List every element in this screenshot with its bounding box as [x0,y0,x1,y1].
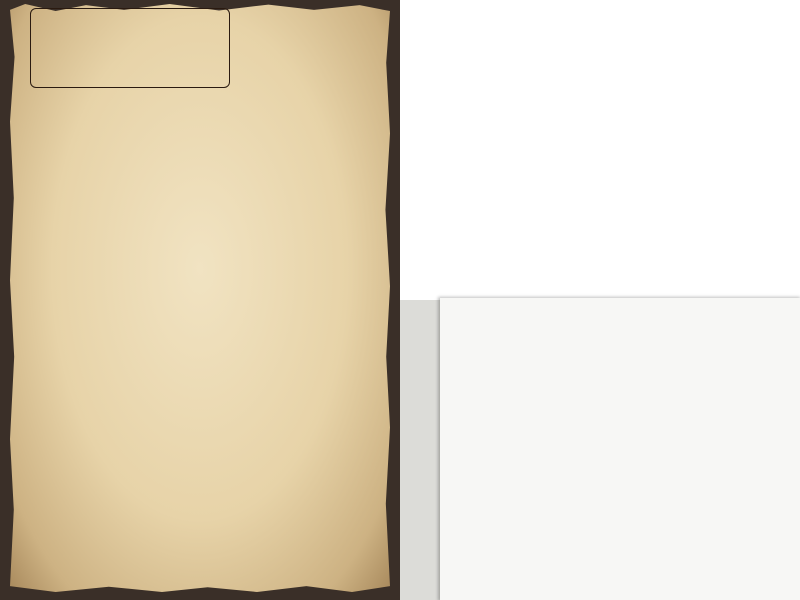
menu-page-bottom [440,298,800,600]
menu-page-top [400,0,800,300]
hours-row [38,31,138,44]
hours-row [38,70,138,83]
parchment-background [10,4,390,592]
hours-row [38,44,138,57]
printed-menu-photo [400,0,800,600]
hours-row [38,57,138,70]
